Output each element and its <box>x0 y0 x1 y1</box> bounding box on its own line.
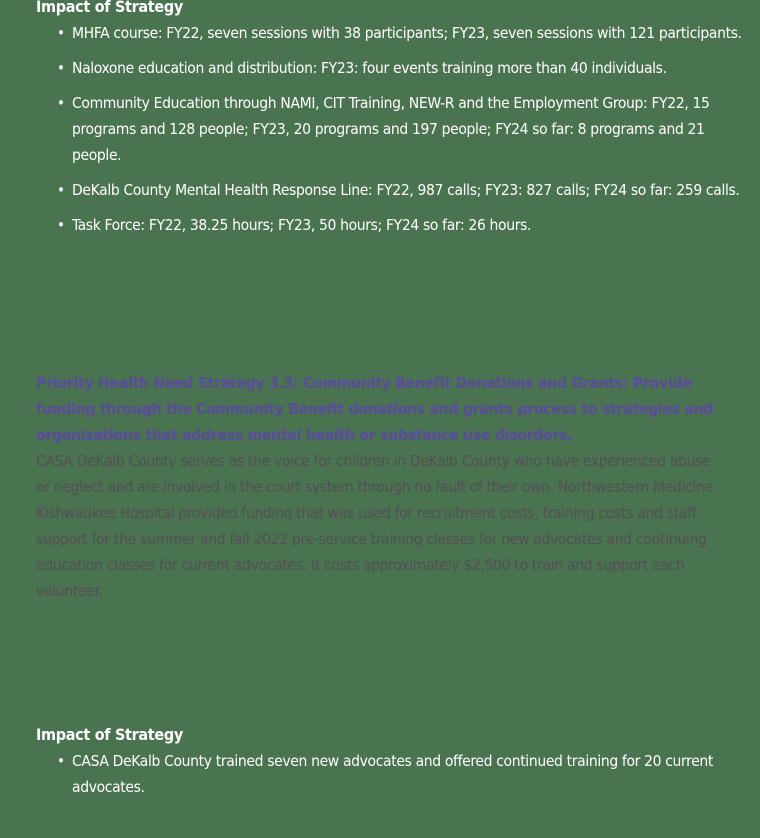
impact-bullet-list <box>36 20 751 238</box>
bullet-item-task-force: • Task Force: FY22, 38.25 hours; FY23, 50 hours; FY24 so far: 26 hours. <box>36 212 751 238</box>
bullet-item-response-line: • DeKalb County Mental Health Response Line: FY22, 987 calls; FY23: 827 calls; FY24 so far: 259 calls. <box>36 177 751 203</box>
casa-description-paragraph: CASA DeKalb County serves as the voice for children in DeKalb County who have experienced abuse or neglect and are involved in the court system through no fault of their own. Northwestern Medicine Kishwaukee Hospital provided funding that was used for recruitment costs, training costs and staff support for the summer and fall 2022 pre-service training classes for new advocates and continuing education classes for current advocates. It costs approximately $2,500 to train and support each volunteer. <box>36 452 713 600</box>
impact-bullet-list <box>36 748 751 800</box>
bullet-icon: • <box>57 59 65 77</box>
impact-section-1 <box>36 0 751 247</box>
priority-strategy-title: Priority Health Need Strategy 3.3: Community Benefit Donations and Grants: Provide funding through the Community Benefit donations and grants process to strategies and organizations that address mental health or substance use disorders. <box>36 374 714 444</box>
impact-heading: Impact of Strategy <box>36 0 183 16</box>
bullet-item-community-education: • Community Education through NAMI, CIT Training, NEW-R and the Employment Group: FY22, 15 programs and 128 people; FY23, 20 programs and 197 people; FY24 so far: 8 programs and 21 people. <box>36 90 751 168</box>
priority-strategy-section <box>36 370 726 604</box>
bullet-icon: • <box>57 216 65 234</box>
bullet-icon: • <box>57 181 65 199</box>
impact-section-2 <box>36 722 751 809</box>
bullet-icon: • <box>57 24 65 42</box>
bullet-item-casa-training: • CASA DeKalb County trained seven new advocates and offered continued training for 20 current advocates. <box>36 748 751 800</box>
impact-heading: Impact of Strategy <box>36 725 183 744</box>
bullet-icon: • <box>57 752 65 770</box>
bullet-item-naloxone: • Naloxone education and distribution: FY23: four events training more than 40 individuals. <box>36 55 751 81</box>
bullet-item-mhfa: • MHFA course: FY22, seven sessions with 38 participants; FY23, seven sessions with 121 participants. <box>36 20 751 46</box>
bullet-icon: • <box>57 94 65 112</box>
